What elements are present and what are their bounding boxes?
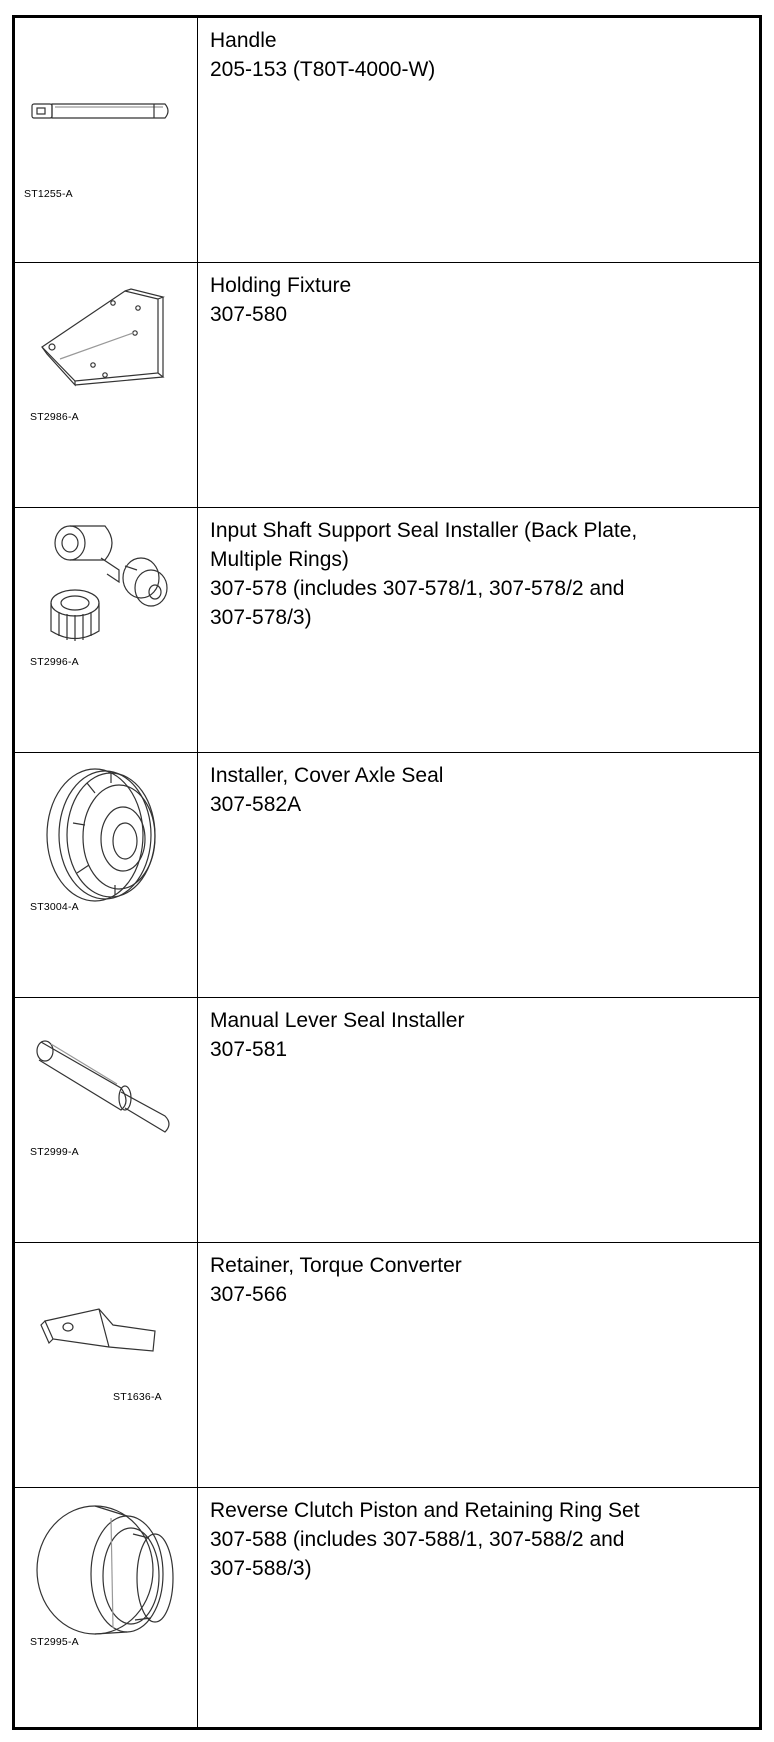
tool-description xyxy=(198,753,759,997)
special-tools-table xyxy=(12,15,762,1730)
tool-code: ST2996-A xyxy=(30,656,79,668)
tool-illustration-cell xyxy=(15,998,198,1242)
tool-number: 307-578 (includes 307-578/1, 307-578/2 and xyxy=(210,577,625,600)
seal-installer-set-icon xyxy=(15,508,197,752)
handle-icon xyxy=(15,18,197,262)
tool-name: Installer, Cover Axle Seal xyxy=(210,764,444,787)
tool-number: 307-581 xyxy=(210,1038,288,1061)
tool-number: 307-580 xyxy=(210,303,288,326)
tool-illustration-cell xyxy=(15,508,198,752)
table-row xyxy=(15,753,759,998)
axle-seal-installer-icon xyxy=(15,753,197,997)
retainer-icon xyxy=(15,1243,197,1487)
table-row xyxy=(15,18,759,263)
tool-code: ST2995-A xyxy=(30,1636,79,1648)
tool-illustration-cell xyxy=(15,263,198,507)
tool-code: ST1636-A xyxy=(113,1391,162,1403)
tool-number: 307-566 xyxy=(210,1283,288,1306)
tool-name: Manual Lever Seal Installer xyxy=(210,1009,465,1032)
tool-illustration-cell xyxy=(15,1243,198,1487)
tool-description xyxy=(198,508,759,752)
tool-number: 307-588 (includes 307-588/1, 307-588/2 and xyxy=(210,1528,625,1551)
clutch-piston-ring-icon xyxy=(15,1488,197,1732)
tool-name: Handle xyxy=(210,29,277,52)
tool-description xyxy=(198,18,759,262)
tool-name: Holding Fixture xyxy=(210,274,352,297)
tool-name: Retainer, Torque Converter xyxy=(210,1254,462,1277)
table-row xyxy=(15,1488,759,1727)
tool-name: Input Shaft Support Seal Installer (Back Plate, xyxy=(210,519,638,542)
tool-illustration-cell xyxy=(15,18,198,262)
tool-description xyxy=(198,998,759,1242)
table-row xyxy=(15,508,759,753)
tool-description xyxy=(198,1488,759,1727)
tool-number-continued: 307-588/3) xyxy=(210,1557,312,1580)
tool-name: Reverse Clutch Piston and Retaining Ring Set xyxy=(210,1499,640,1522)
tool-number-continued: 307-578/3) xyxy=(210,606,312,629)
lever-seal-installer-icon xyxy=(15,998,197,1242)
tool-number: 307-582A xyxy=(210,793,302,816)
table-row xyxy=(15,998,759,1243)
table-row xyxy=(15,263,759,508)
table-row xyxy=(15,1243,759,1488)
tool-description xyxy=(198,1243,759,1487)
holding-fixture-icon xyxy=(15,263,197,507)
tool-illustration-cell xyxy=(15,1488,198,1727)
tool-code: ST2999-A xyxy=(30,1146,79,1158)
tool-name-continued: Multiple Rings) xyxy=(210,548,349,571)
tool-illustration-cell xyxy=(15,753,198,997)
tool-code: ST3004-A xyxy=(30,901,79,913)
tool-number: 205-153 (T80T-4000-W) xyxy=(210,58,436,81)
tool-description xyxy=(198,263,759,507)
tool-code: ST1255-A xyxy=(24,188,73,200)
tool-code: ST2986-A xyxy=(30,411,79,423)
